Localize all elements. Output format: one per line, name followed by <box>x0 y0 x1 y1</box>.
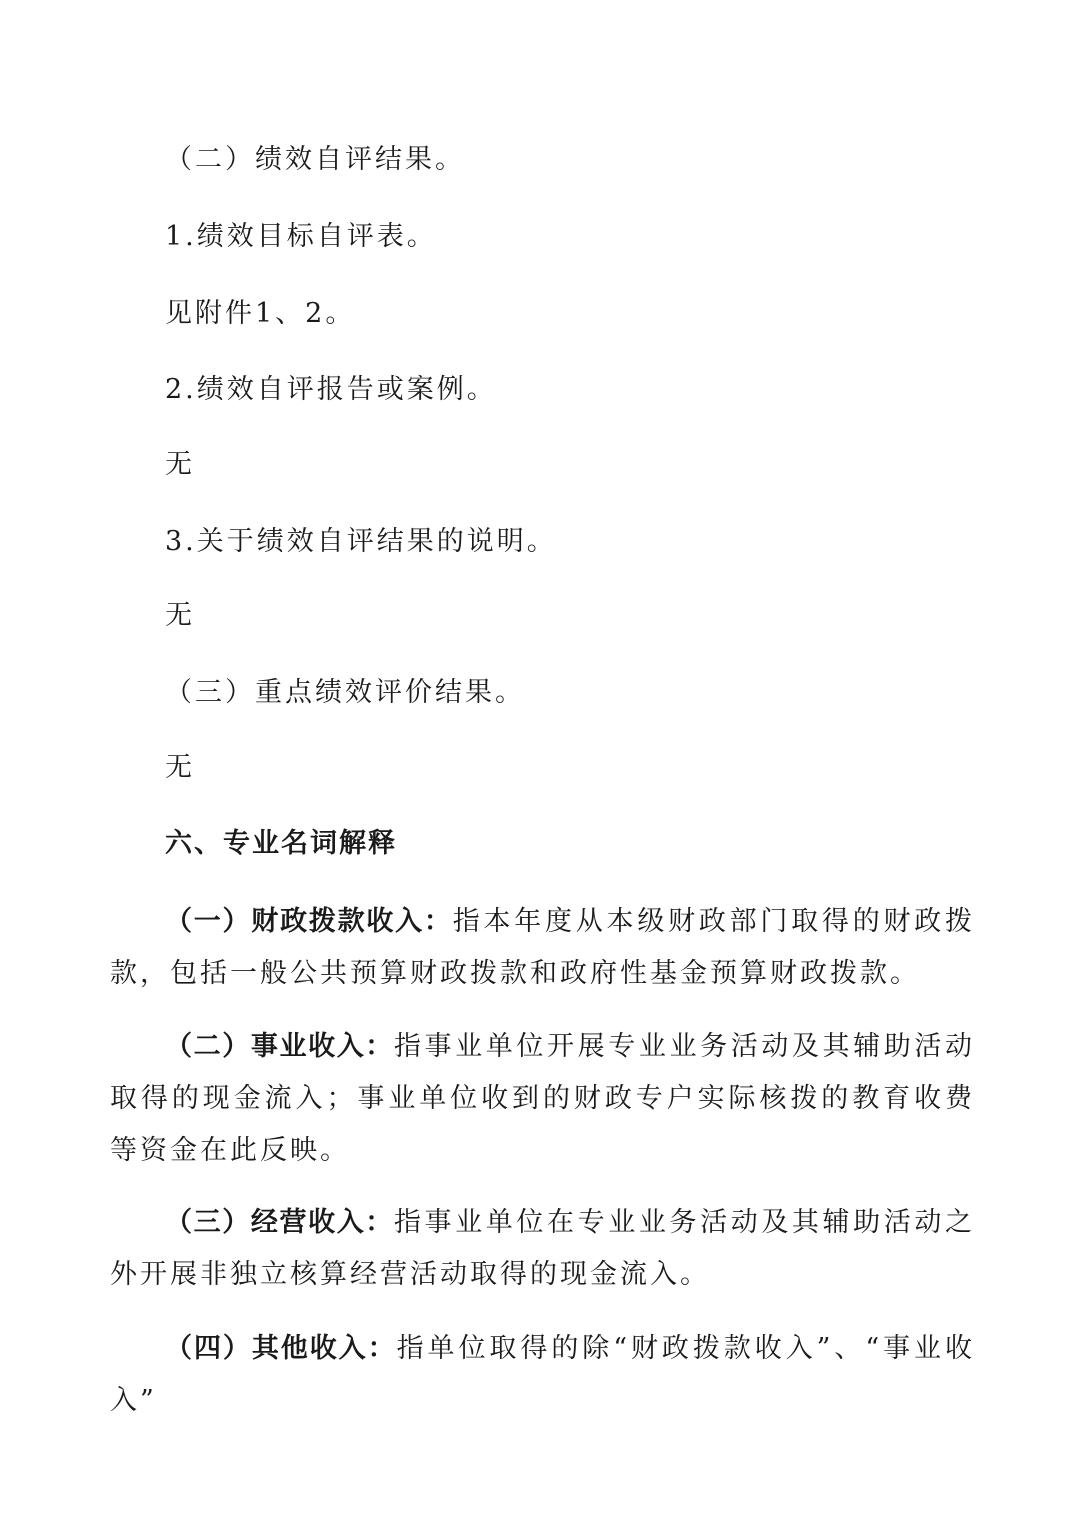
item-1-title: 1.绩效目标自评表。 <box>165 221 437 252</box>
chapter-6-heading: 六、专业名词解释 <box>165 828 397 859</box>
term-definition: 指单位取得的除“财政拨款收入”、“事业收入” <box>110 1333 976 1416</box>
term-label: （四）其他收入： <box>165 1333 397 1364</box>
item-2-content: 无 <box>165 449 195 480</box>
item-2-title: 2.绩效自评报告或案例。 <box>165 374 497 405</box>
item-1-content: 见附件1、2。 <box>165 298 356 329</box>
term-definition: 指事业单位开展专业业务活动及其辅助活动取得的现金流入；事业单位收到的财政专户实际核拨的教育收费等资金在此反映。 <box>110 1031 976 1166</box>
term-label: （一）财政拨款收入： <box>165 906 453 937</box>
section-3-content: 无 <box>165 752 195 783</box>
term-paragraph <box>110 896 975 1000</box>
term-label: （二）事业收入： <box>165 1031 394 1062</box>
section-2-heading: （二）绩效自评结果。 <box>165 144 465 175</box>
term-paragraph <box>110 1197 975 1301</box>
term-paragraph <box>110 1323 975 1427</box>
term-definition: 指事业单位在专业业务活动及其辅助活动之外开展非独立核算经营活动取得的现金流入。 <box>110 1207 976 1290</box>
item-3-content: 无 <box>165 600 195 631</box>
term-definition: 指本年度从本级财政部门取得的财政拨款，包括一般公共预算财政拨款和政府性基金预算财政拨款。 <box>110 906 976 989</box>
term-label: （三）经营收入： <box>165 1207 394 1238</box>
item-3-title: 3.关于绩效自评结果的说明。 <box>165 526 557 557</box>
section-3-heading: （三）重点绩效评价结果。 <box>165 677 525 708</box>
term-paragraph <box>110 1021 975 1177</box>
